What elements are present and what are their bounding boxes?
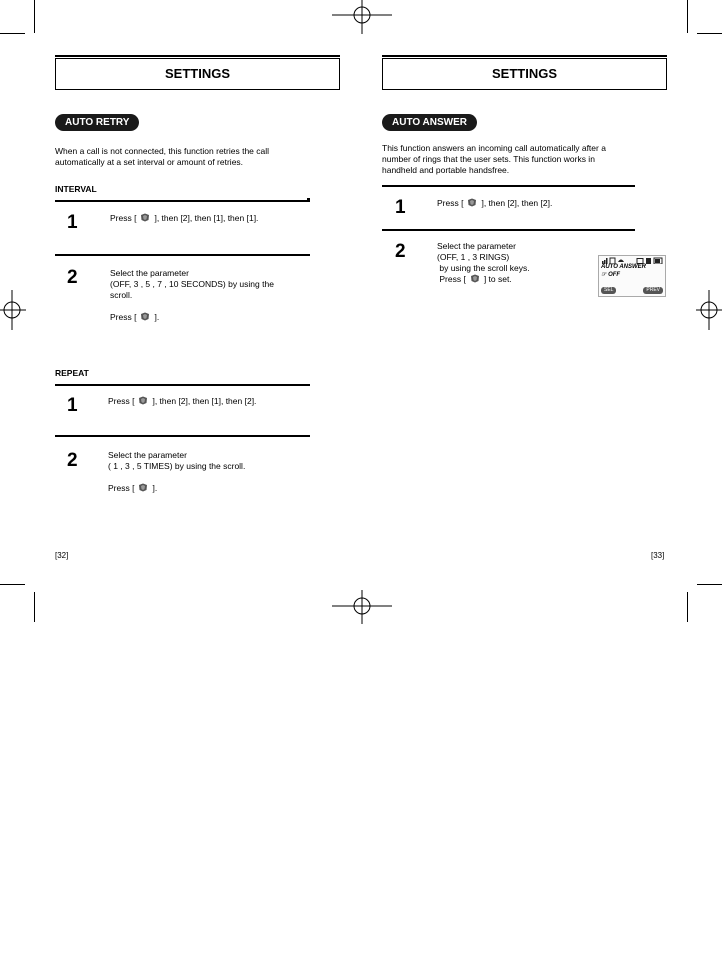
page-title: SETTINGS [164, 66, 230, 81]
menu-key-icon [138, 483, 148, 492]
crop-mark [34, 0, 35, 33]
step-number: 1 [395, 197, 406, 218]
status-icons [601, 257, 663, 264]
menu-key-icon [140, 312, 150, 321]
step-instruction: Select the parameter (OFF, 1 , 3 RINGS) by using the scroll keys. Press [ ] to set. [437, 241, 530, 284]
page-header [55, 58, 340, 90]
subheading-repeat: REPEAT [55, 368, 89, 378]
screen-value: ☞ OFF [601, 272, 621, 278]
step-instruction: Press [ ], then [2], then [2]. [437, 198, 553, 208]
step-number: 2 [67, 267, 78, 288]
hand-pointer-icon: ☞ [601, 272, 607, 278]
crop-mark [0, 33, 25, 34]
divider [55, 254, 310, 256]
crop-mark [0, 584, 25, 585]
registration-mark-icon [332, 590, 392, 624]
menu-key-icon [467, 198, 477, 207]
divider-tick [307, 198, 310, 202]
menu-key-icon [140, 213, 150, 222]
intro-paragraph: When a call is not connected, this function retries the call automatically at a set interval or amount of retries. [55, 146, 270, 167]
divider [55, 200, 310, 202]
screen-title: AUTO ANSWER [601, 264, 646, 270]
step-number: 1 [67, 212, 78, 233]
step-instruction: Select the parameter (OFF, 3 , 5 , 7 , 10 SECONDS) by using the scroll. Press [ ]. [110, 268, 274, 322]
divider [55, 435, 310, 437]
softkey-sel: SEL [601, 287, 616, 294]
intro-paragraph: This function answers an incoming call automatically after a number of rings that the user sets. This function works in handheld and portable handsfree. [382, 143, 606, 175]
section-badge-auto-answer: AUTO ANSWER [382, 114, 477, 131]
registration-mark-icon [696, 290, 722, 330]
step-instruction: Press [ ], then [2], then [1], then [2]. [108, 396, 257, 406]
menu-key-icon [470, 274, 480, 283]
divider [382, 229, 635, 231]
page-number: [32] [55, 551, 69, 560]
step-number: 2 [67, 450, 78, 471]
divider [382, 185, 635, 187]
phone-screen [598, 255, 666, 297]
page-number: [33] [651, 551, 665, 560]
section-badge-auto-retry: AUTO RETRY [55, 114, 139, 131]
crop-mark [34, 592, 35, 622]
crop-mark [697, 33, 722, 34]
step-instruction: Press [ ], then [2], then [1], then [1]. [110, 213, 259, 223]
page-title: SETTINGS [491, 66, 557, 81]
menu-key-icon [138, 396, 148, 405]
step-number: 1 [67, 395, 78, 416]
page-header [382, 58, 667, 90]
step-number: 2 [395, 241, 406, 262]
softkey-prev: PREV [643, 287, 663, 294]
crop-mark [687, 0, 688, 33]
registration-mark-icon [0, 290, 26, 330]
crop-mark [687, 592, 688, 622]
registration-mark-icon [332, 0, 392, 34]
subheading-interval: INTERVAL [55, 184, 97, 194]
step-instruction: Select the parameter ( 1 , 3 , 5 TIMES) by using the scroll. Press [ ]. [108, 450, 246, 493]
divider [55, 384, 310, 386]
crop-mark [697, 584, 722, 585]
